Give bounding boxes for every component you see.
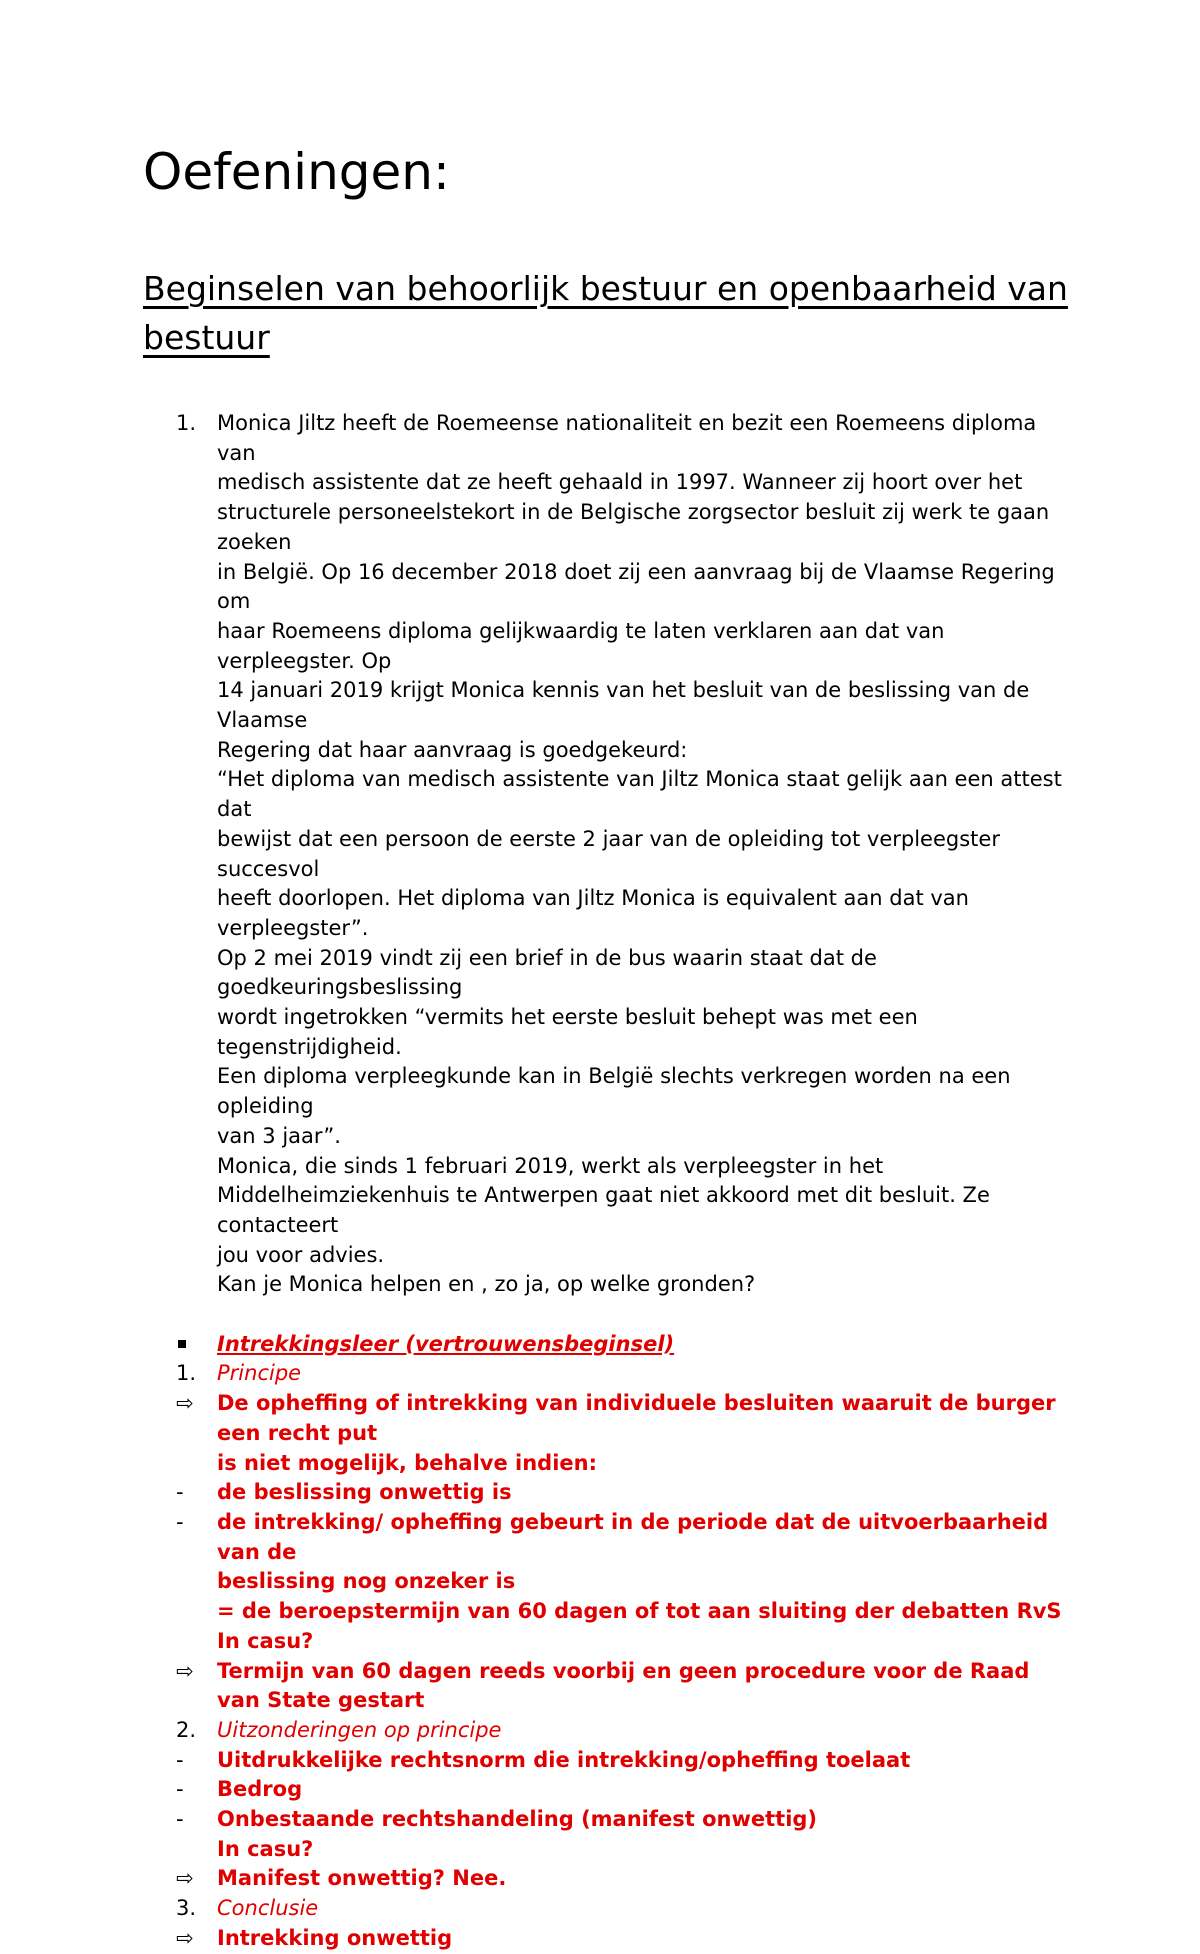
question-item [176, 409, 1076, 1300]
arrow-icon: ⇨ [176, 1866, 194, 1891]
question-text-line: structurele personeelstekort in de Belgische zorgsector besluit zij werk te gaan zoeken [217, 500, 1050, 554]
dash-text: de beslissing onwettig is [217, 1480, 512, 1505]
arrow-icon: ⇨ [176, 1391, 194, 1416]
dash-icon: - [176, 1777, 184, 1802]
in-casu-label: In casu? [217, 1836, 314, 1861]
question-text-line: Monica, die sinds 1 februari 2019, werkt als verpleegster in het [217, 1153, 884, 1178]
dash-text-line: beslissing nog onzeker is [217, 1569, 516, 1594]
arrow-icon: ⇨ [176, 1658, 194, 1683]
question-text-line: Een diploma verpleegkunde kan in België slechts verkregen worden na een opleiding [217, 1064, 1011, 1119]
dash-icon: - [176, 1480, 184, 1505]
section-title: Conclusie [217, 1896, 319, 1921]
question-text-line: van 3 jaar”. [217, 1123, 341, 1148]
page-title: Oefeningen: [143, 143, 450, 201]
arrow-item [176, 1389, 1076, 1478]
section-number: 3. [176, 1896, 197, 1921]
dash-item [176, 1478, 1076, 1508]
content-block [176, 409, 1076, 1954]
section-number: 1. [176, 1361, 197, 1386]
question-text-line: heeft doorlopen. Het diploma van Jiltz Monica is equivalent aan dat van [217, 886, 969, 911]
in-casu-label: In casu? [217, 1628, 314, 1653]
answer-heading-row [176, 1330, 1076, 1360]
question-text-line: “Het diploma van medisch assistente van Jiltz Monica staat gelijk aan een attest dat [217, 767, 1062, 822]
question-text-line: verpleegster”. [217, 915, 369, 940]
arrow-text-line: De opheffing of intrekking van individuele besluiten waaruit de burger een recht put [217, 1391, 1056, 1445]
answer-heading: Intrekkingsleer (vertrouwensbeginsel) [217, 1331, 675, 1356]
arrow-text: Intrekking onwettig [217, 1925, 453, 1950]
section-subtitle: Beginselen van behoorlijk bestuur en openbaarheid van bestuur [143, 269, 1068, 357]
spacer [176, 1300, 1076, 1330]
question-text-line: Monica Jiltz heeft de Roemeense nationaliteit en bezit een Roemeens diploma van [217, 411, 1037, 465]
question-text-line: medisch assistente dat ze heeft gehaald in 1997. Wanneer zij hoort over het [217, 470, 1023, 495]
arrow-item [176, 1864, 1076, 1894]
dash-text: Uitdrukkelijke rechtsnorm die intrekking/opheffing toelaat [217, 1747, 911, 1772]
dash-text-line: de intrekking/ opheffing gebeurt in de periode dat de uitvoerbaarheid van de [217, 1510, 1049, 1564]
question-text-line: Middelheimziekenhuis te Antwerpen gaat niet akkoord met dit besluit. Ze contacteert [217, 1183, 990, 1237]
section-uitzonderingen [176, 1716, 1076, 1746]
arrow-text: Termijn van 60 dagen reeds voorbij en geen procedure voor de Raad van State gestart [217, 1658, 1030, 1713]
question-text-line: 14 januari 2019 krijgt Monica kennis van het besluit van de beslissing van de Vlaamse [217, 678, 1030, 733]
question-text-line: wordt ingetrokken “vermits het eerste besluit behept was met een tegenstrijdigheid. [217, 1005, 918, 1059]
question-text-line: haar Roemeens diploma gelijkwaardig te laten verklaren aan dat van verpleegster. Op [217, 618, 945, 673]
question-text-line: bewijst dat een persoon de eerste 2 jaar van de opleiding tot verpleegster succesvol [217, 826, 1000, 881]
question-number: 1. [176, 411, 197, 435]
section-title: Principe [217, 1361, 302, 1386]
bullet-square-icon [176, 1330, 216, 1360]
question-text-line: Op 2 mei 2019 vindt zij een brief in de bus waarin staat dat de goedkeuringsbeslissing [217, 945, 877, 1000]
section-number: 2. [176, 1717, 197, 1742]
question-text-line: jou voor advies. [217, 1242, 385, 1267]
question-text [217, 409, 1076, 1300]
arrow-item [176, 1924, 1076, 1954]
dash-icon: - [176, 1510, 184, 1534]
section-principe [176, 1359, 1076, 1389]
dash-item [176, 1746, 1076, 1776]
question-text-line: in België. Op 16 december 2018 doet zij een aanvraag bij de Vlaamse Regering om [217, 559, 1055, 614]
arrow-text-line: is niet mogelijk, behalve indien: [217, 1450, 597, 1475]
dash-text-line: Onbestaande rechtshandeling (manifest onwettig) [217, 1807, 818, 1832]
dash-icon: - [176, 1747, 184, 1772]
section-title: Uitzonderingen op principe [217, 1717, 502, 1742]
dash-text-line: = de beroepstermijn van 60 dagen of tot aan sluiting der debatten RvS [217, 1599, 1062, 1624]
dash-text: Bedrog [217, 1777, 303, 1802]
section-conclusie [176, 1894, 1076, 1924]
dash-item [176, 1805, 1076, 1864]
dash-icon: - [176, 1807, 184, 1832]
question-text-line: Regering dat haar aanvraag is goedgekeurd: [217, 737, 688, 762]
arrow-icon: ⇨ [176, 1925, 194, 1950]
dash-item [176, 1508, 1076, 1657]
question-text-line: Kan je Monica helpen en , zo ja, op welke gronden? [217, 1272, 756, 1297]
arrow-text: Manifest onwettig? Nee. [217, 1866, 507, 1891]
arrow-item [176, 1657, 1076, 1716]
dash-item [176, 1775, 1076, 1805]
